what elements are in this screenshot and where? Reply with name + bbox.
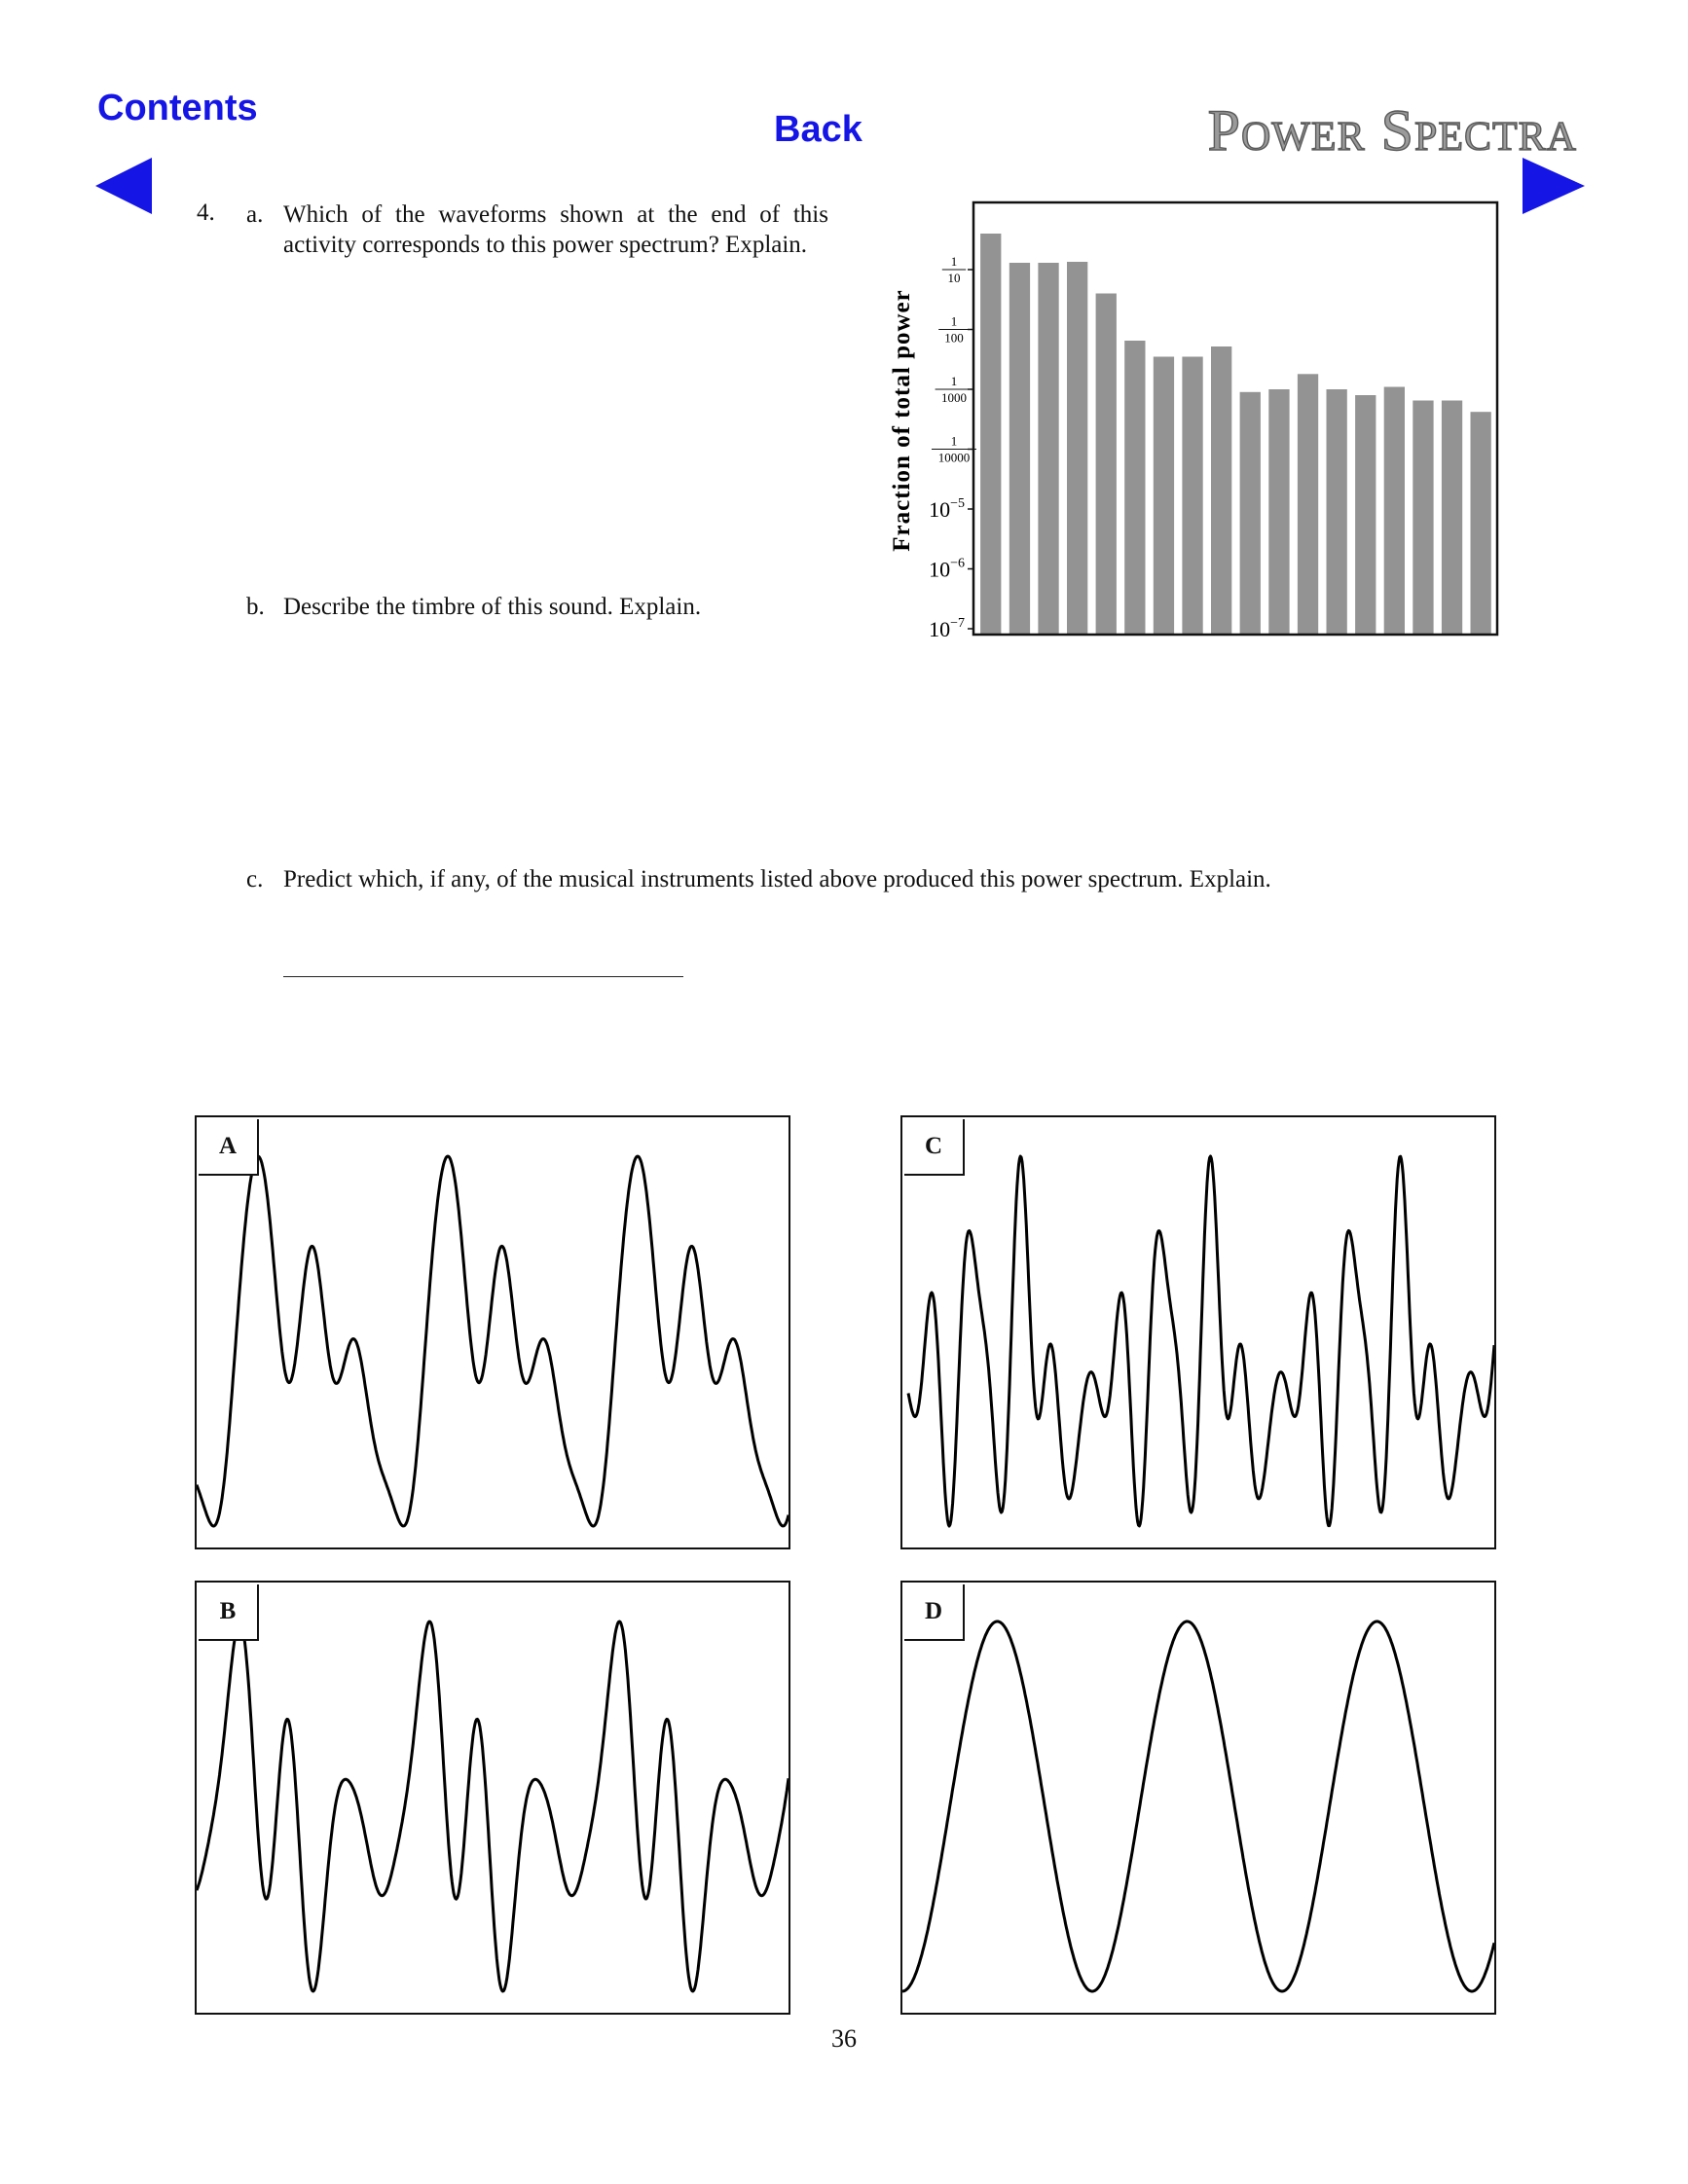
spectrum-bar	[1009, 263, 1030, 635]
back-link[interactable]: Back	[774, 109, 862, 150]
spectrum-bar	[1240, 392, 1261, 635]
y-tick-label-numerator: 1	[950, 254, 958, 269]
waveform-label-d: D	[904, 1584, 965, 1641]
waveform-label-c: C	[904, 1119, 965, 1176]
spectrum-bar	[1355, 395, 1376, 635]
y-tick-label-denominator: 1000	[941, 390, 967, 405]
answer-blank-line	[283, 976, 683, 977]
part-a-label: a.	[246, 201, 264, 228]
question-number: 4.	[197, 200, 215, 226]
spectrum-bar	[1471, 412, 1491, 635]
waveform-label-b: B	[199, 1584, 259, 1641]
waveform-panel-c	[900, 1115, 1496, 1549]
spectrum-bar	[1413, 401, 1433, 636]
part-b-label: b.	[246, 594, 265, 620]
spectrum-bar	[1154, 357, 1174, 636]
waveform-panel-b	[195, 1581, 790, 2015]
spectrum-bar	[1327, 389, 1347, 635]
part-b-text: Describe the timbre of this sound. Explain.	[283, 594, 702, 620]
spectrum-bar	[1298, 374, 1318, 635]
page-number: 36	[831, 2024, 857, 2053]
prev-page-arrow-icon[interactable]	[93, 156, 154, 216]
waveform-a-trace	[197, 1156, 789, 1526]
contents-link[interactable]: Contents	[97, 88, 258, 128]
spectrum-bar	[980, 234, 1001, 635]
y-axis-label: Fraction of total power	[889, 289, 915, 552]
next-page-arrow-icon[interactable]	[1521, 156, 1587, 216]
y-tick-label-numerator: 1	[950, 374, 958, 388]
y-tick-label: $10^{-7}$	[929, 616, 965, 641]
waveform-b-trace	[197, 1621, 789, 1991]
part-a-text: Which of the waveforms shown at the end of this activity corresponds to this power spectrum? Explain.	[283, 201, 828, 258]
y-tick-label-numerator: 1	[950, 313, 958, 329]
part-c-label: c.	[246, 866, 264, 892]
y-tick-label: $10^{-6}$	[929, 556, 965, 582]
y-tick-label-denominator: 10	[947, 271, 961, 285]
spectrum-bar	[1096, 294, 1117, 636]
waveform-d-trace	[902, 1621, 1494, 1991]
y-tick-label-numerator: 1	[950, 433, 958, 449]
y-tick-label: $10^{-5}$	[929, 496, 965, 522]
spectrum-bar	[1268, 389, 1289, 635]
running-head: Power Spectra	[1207, 98, 1577, 163]
y-tick-label-denominator: 10000	[937, 450, 971, 465]
spectrum-bar	[1067, 262, 1087, 635]
y-tick-label-denominator: 100	[944, 330, 964, 346]
spectrum-bar	[1038, 263, 1058, 635]
part-c-text: Predict which, if any, of the musical instruments listed above produced this power spectrum. Explain.	[283, 866, 1271, 892]
waveform-panel-a	[195, 1115, 790, 1549]
spectrum-bar	[1442, 401, 1462, 636]
spectrum-bar	[1384, 387, 1405, 636]
power-spectrum-chart	[876, 195, 1499, 642]
waveform-panel-d	[900, 1581, 1496, 2015]
spectrum-bar	[1182, 357, 1202, 636]
waveform-c-trace	[908, 1156, 1494, 1526]
spectrum-bar	[1211, 346, 1231, 635]
waveform-label-a: A	[199, 1119, 259, 1176]
spectrum-bar	[1124, 341, 1145, 635]
